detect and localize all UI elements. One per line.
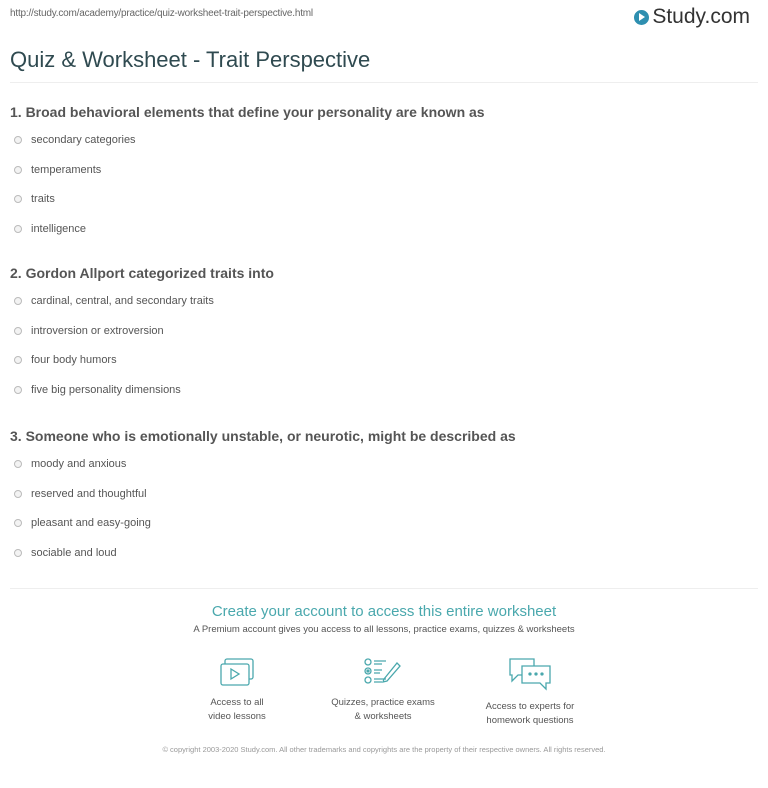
radio-icon[interactable] [14, 327, 22, 335]
feature-label: Quizzes, practice exams [331, 697, 435, 708]
question-2: 2. Gordon Allport categorized traits into [10, 265, 274, 281]
answer-label: pleasant and easy-going [31, 517, 151, 530]
answer-label: cardinal, central, and secondary traits [31, 295, 214, 307]
feature-video-lessons [167, 657, 307, 724]
radio-icon[interactable] [14, 225, 22, 233]
answer-label: secondary categories [31, 134, 136, 146]
divider [10, 588, 758, 589]
radio-icon[interactable] [14, 136, 22, 144]
answer-option[interactable] [14, 164, 101, 176]
radio-icon[interactable] [14, 386, 22, 394]
radio-icon[interactable] [14, 195, 22, 203]
answer-option[interactable] [14, 354, 117, 366]
answer-label: sociable and loud [31, 547, 117, 560]
answer-option[interactable] [14, 547, 117, 559]
answer-option[interactable] [14, 384, 181, 396]
answer-option[interactable] [14, 325, 164, 337]
question-1: 1. Broad behavioral elements that define your personality are known as [10, 104, 485, 120]
quiz-icon [364, 657, 402, 687]
radio-icon[interactable] [14, 519, 22, 527]
radio-icon[interactable] [14, 356, 22, 364]
answer-option[interactable] [14, 134, 136, 146]
radio-icon[interactable] [14, 549, 22, 557]
answer-label: moody and anxious [31, 458, 127, 470]
cta-heading[interactable]: Create your account to access this entire worksheet [211, 603, 557, 620]
question-3: 3. Someone who is emotionally unstable, or neurotic, might be described as [10, 428, 516, 444]
logo-text: Study.com [652, 5, 750, 28]
feature-label: Access to experts for [485, 701, 575, 712]
copyright: © copyright 2003-2020 Study.com. All other trademarks and copyrights are the property of their respective owners. All rights reserved. [162, 745, 606, 754]
answer-option[interactable] [14, 193, 55, 205]
feature-label: homework questions [486, 715, 574, 726]
video-icon [219, 657, 255, 687]
radio-icon[interactable] [14, 460, 22, 468]
play-logo-icon [634, 10, 649, 25]
answer-label: traits [31, 193, 55, 206]
feature-label: Access to all [210, 697, 264, 708]
answer-label: temperaments [31, 163, 102, 176]
answer-option[interactable] [14, 488, 147, 500]
answer-label: five big personality dimensions [31, 384, 181, 397]
answer-label: introversion or extroversion [31, 324, 164, 337]
feature-label: & worksheets [354, 711, 412, 722]
divider [10, 82, 758, 83]
page-url: http://study.com/academy/practice/quiz-worksheet-trait-perspective.html [10, 8, 313, 19]
radio-icon[interactable] [14, 297, 22, 305]
feature-label: video lessons [208, 711, 266, 722]
answer-label: four body humors [31, 354, 117, 367]
page-title: Quiz & Worksheet - Trait Perspective [10, 47, 371, 72]
feature-quizzes [313, 657, 453, 724]
answer-label: reserved and thoughtful [31, 487, 147, 500]
answer-option[interactable] [14, 458, 126, 470]
answer-option[interactable] [14, 223, 86, 235]
chat-icon [508, 657, 552, 691]
cta-subheading: A Premium account gives you access to all lessons, practice exams, quizzes & worksheets [193, 624, 575, 635]
radio-icon[interactable] [14, 490, 22, 498]
study-logo[interactable] [634, 5, 750, 29]
radio-icon[interactable] [14, 166, 22, 174]
answer-option[interactable] [14, 517, 151, 529]
answer-label: intelligence [31, 223, 87, 236]
answer-option[interactable] [14, 295, 214, 307]
feature-experts [460, 657, 600, 728]
